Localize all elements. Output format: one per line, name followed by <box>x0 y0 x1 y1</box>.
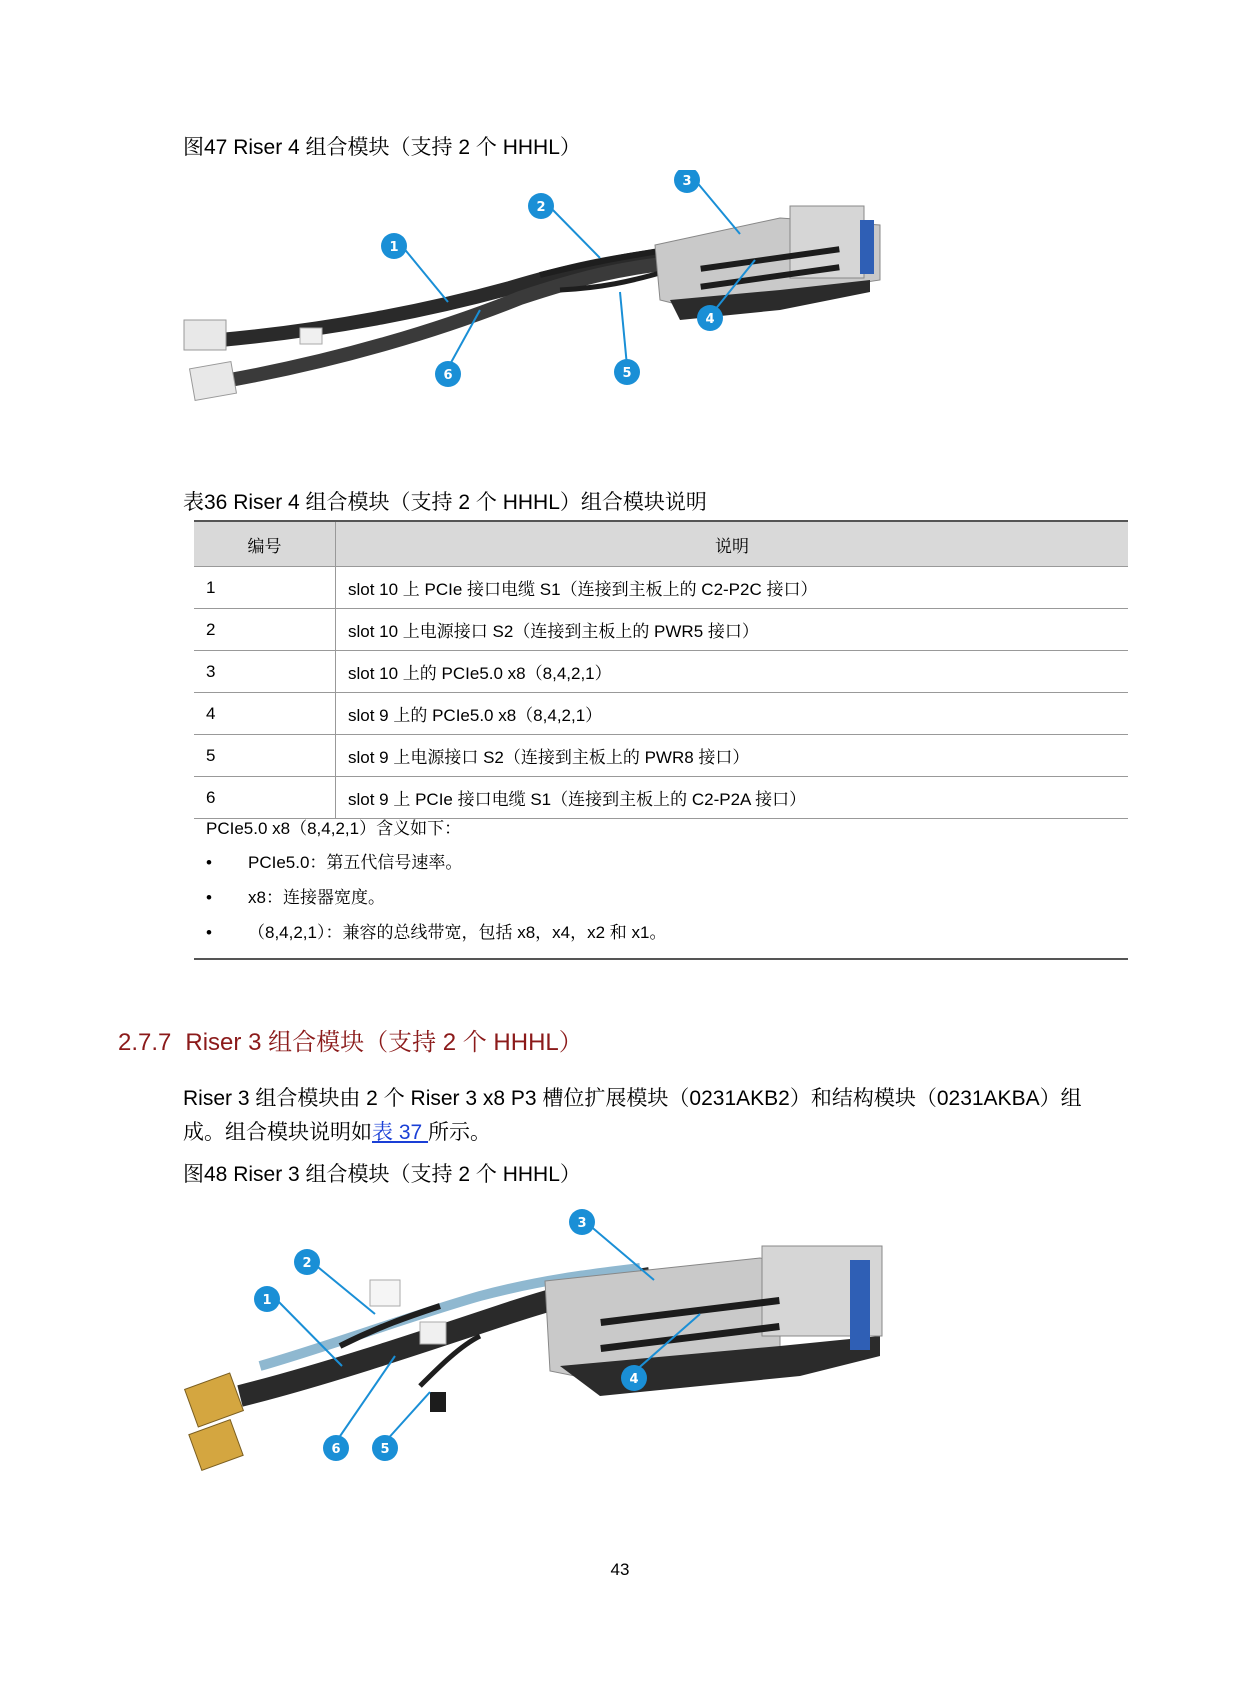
table-header-description: 说明 <box>336 521 1129 567</box>
row-number: 3 <box>194 651 336 693</box>
table-37-link[interactable]: 表 37 <box>372 1121 429 1144</box>
table-row <box>194 651 1128 693</box>
row-description: slot 10 上 PCIe 接口电缆 S1（连接到主板上的 C2-P2C 接口） <box>336 567 1129 609</box>
table-36-caption: 表36 Riser 4 组合模块（支持 2 个 HHHL）组合模块说明 <box>183 491 707 514</box>
row-description: slot 10 上的 PCIe5.0 x8（8,4,2,1） <box>336 651 1129 693</box>
note-text: （8,4,2,1）：兼容的总线带宽，包括 x8，x4，x2 和 x1。 <box>248 923 667 942</box>
callout-6 <box>323 1435 349 1461</box>
row-number: 1 <box>194 567 336 609</box>
svg-text:2: 2 <box>302 1256 312 1271</box>
callout-5 <box>372 1435 398 1461</box>
section-paragraph <box>183 1082 1123 1150</box>
figure-47-image <box>180 170 960 430</box>
row-description: slot 10 上电源接口 S2（连接到主板上的 PWR5 接口） <box>336 609 1129 651</box>
svg-text:6: 6 <box>443 368 453 383</box>
callout-3 <box>569 1209 595 1235</box>
row-number: 4 <box>194 693 336 735</box>
table-header-number: 编号 <box>194 521 336 567</box>
list-item <box>194 845 1128 880</box>
notes-intro: PCIe5.0 x8（8,4,2,1）含义如下： <box>206 819 462 838</box>
callout-3 <box>674 170 700 193</box>
notes-list <box>194 845 1128 950</box>
page-number: 43 <box>610 1560 630 1579</box>
row-description: slot 9 上 PCIe 接口电缆 S1（连接到主板上的 C2-P2A 接口） <box>336 777 1129 819</box>
callout-5 <box>614 359 640 385</box>
svg-text:3: 3 <box>577 1216 587 1231</box>
callout-2 <box>528 193 554 219</box>
row-description: slot 9 上电源接口 S2（连接到主板上的 PWR8 接口） <box>336 735 1129 777</box>
callout-2 <box>294 1249 320 1275</box>
bullet-icon: • <box>206 888 212 907</box>
section-number: 2.7.7 <box>118 1029 172 1056</box>
figure-48-image <box>180 1196 960 1496</box>
svg-text:1: 1 <box>262 1293 272 1308</box>
svg-text:4: 4 <box>705 312 715 327</box>
paragraph-text: Riser 3 组合模块由 2 个 Riser 3 x8 P3 槽位扩展模块（0231AKB2）和结构模块（0231AKBA）组成。组合模块说明如 <box>183 1087 1082 1144</box>
svg-text:4: 4 <box>629 1372 639 1387</box>
svg-text:5: 5 <box>622 366 632 381</box>
table-36 <box>194 520 1128 819</box>
row-number: 6 <box>194 777 336 819</box>
table-row <box>194 609 1128 651</box>
table-row <box>194 567 1128 609</box>
row-number: 5 <box>194 735 336 777</box>
table-notes <box>194 812 1128 960</box>
bullet-icon: • <box>206 853 212 872</box>
row-number: 2 <box>194 609 336 651</box>
table-row <box>194 735 1128 777</box>
list-item <box>194 880 1128 915</box>
callout-1 <box>254 1286 280 1312</box>
svg-text:3: 3 <box>682 174 692 189</box>
list-item <box>194 915 1128 950</box>
callout-1 <box>381 233 407 259</box>
bullet-icon: • <box>206 923 212 942</box>
paragraph-text-end: 所示。 <box>428 1121 492 1144</box>
note-text: x8：连接器宽度。 <box>248 888 385 907</box>
note-text: PCIe5.0：第五代信号速率。 <box>248 853 463 872</box>
figure-48-caption: 图48 Riser 3 组合模块（支持 2 个 HHHL） <box>183 1163 581 1186</box>
callout-4 <box>621 1365 647 1391</box>
callout-4 <box>697 305 723 331</box>
svg-text:6: 6 <box>331 1442 341 1457</box>
figure-47-caption: 图47 Riser 4 组合模块（支持 2 个 HHHL） <box>183 136 581 159</box>
svg-text:2: 2 <box>536 200 546 215</box>
row-description: slot 9 上的 PCIe5.0 x8（8,4,2,1） <box>336 693 1129 735</box>
callout-6 <box>435 361 461 387</box>
svg-text:5: 5 <box>380 1442 390 1457</box>
section-title: Riser 3 组合模块（支持 2 个 HHHL） <box>185 1029 583 1056</box>
table-row <box>194 693 1128 735</box>
section-heading <box>118 1022 583 1057</box>
svg-text:1: 1 <box>389 240 399 255</box>
